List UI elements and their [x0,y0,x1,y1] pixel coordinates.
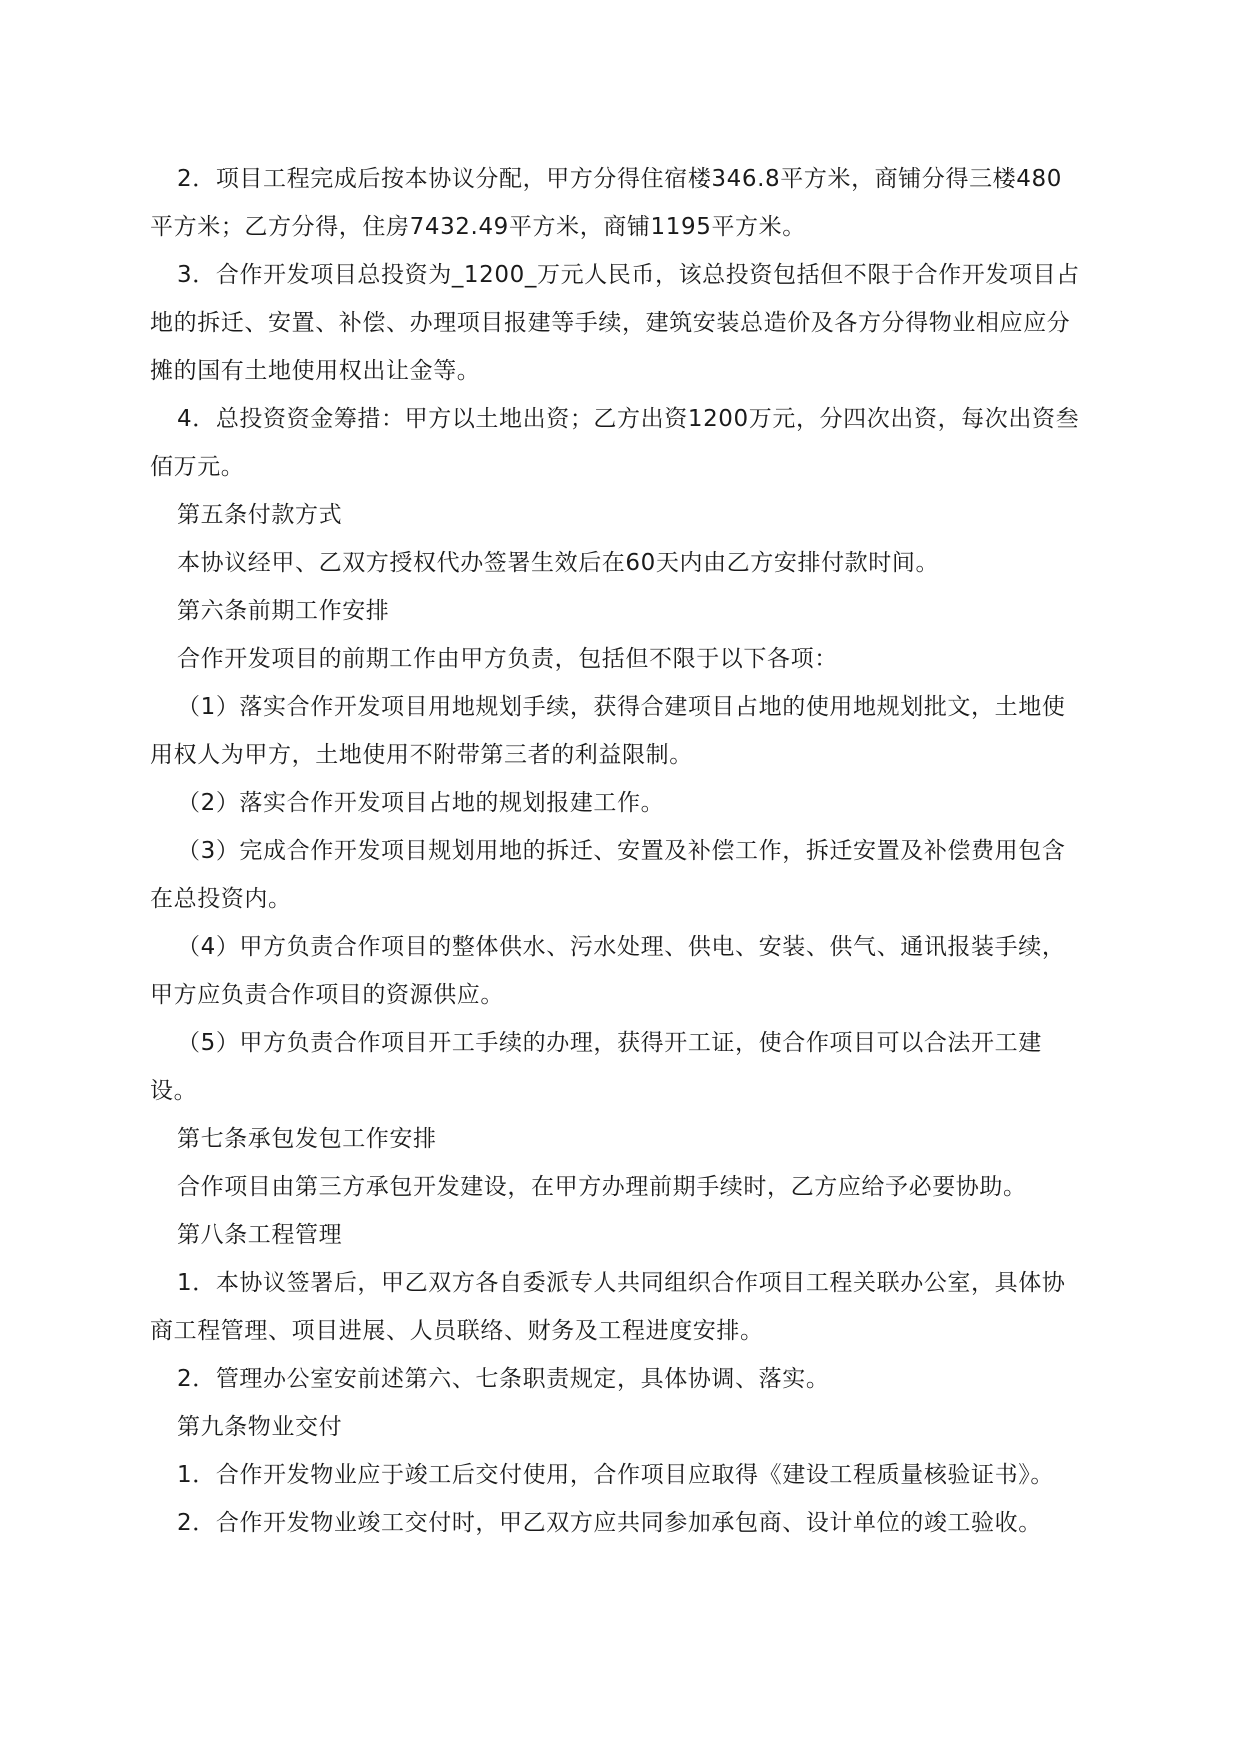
clause-6-intro: 合作开发项目的前期工作由甲方负责，包括但不限于以下各项： [177,646,838,672]
clause-8-item-1: 1．本协议签署后，甲乙双方各自委派专人共同组织合作项目工程关联办公室，具体协商工程管理、项目进展、人员联络、财务及工程进度安排。 [150,1270,1066,1344]
clause-5-heading: 第五条付款方式 [177,502,343,528]
clause-6-heading: 第六条前期工作安排 [177,598,390,624]
clause-9-item-2: 2．合作开发物业竣工交付时，甲乙双方应共同参加承包商、设计单位的竣工验收。 [177,1510,1042,1536]
clause-6-item-5: （5）甲方负责合作项目开工手续的办理，获得开工证，使合作项目可以合法开工建设。 [150,1030,1042,1104]
clause-4-item-4: 4．总投资资金筹措：甲方以土地出资；乙方出资1200万元，分四次出资，每次出资叁佰万元。 [150,406,1080,480]
clause-7-body: 合作项目由第三方承包开发建设，在甲方办理前期手续时，乙方应给予必要协助。 [177,1174,1027,1200]
clause-6-item-3: （3）完成合作开发项目规划用地的拆迁、安置及补偿工作，拆迁安置及补偿费用包含在总投资内。 [150,838,1066,912]
clause-8-item-2: 2．管理办公室安前述第六、七条职责规定，具体协调、落实。 [177,1366,830,1392]
clause-8-heading: 第八条工程管理 [177,1222,343,1248]
clause-4-item-3: 3．合作开发项目总投资为_1200_万元人民币，该总投资包括但不限于合作开发项目占地的拆迁、安置、补偿、办理项目报建等手续，建筑安装总造价及各方分得物业相应应分摊的国有土地使用权出让金等。 [150,262,1080,384]
clause-6-item-1: （1）落实合作开发项目用地规划手续，获得合建项目占地的使用地规划批文，土地使用权人为甲方，土地使用不附带第三者的利益限制。 [150,694,1066,768]
clause-9-item-1: 1．合作开发物业应于竣工后交付使用，合作项目应取得《建设工程质量核验证书》。 [177,1462,1054,1488]
clause-6-item-2: （2）落实合作开发项目占地的规划报建工作。 [177,790,665,816]
clause-9-heading: 第九条物业交付 [177,1414,343,1440]
clause-4-item-2: 2．项目工程完成后按本协议分配，甲方分得住宿楼346.8平方米，商铺分得三楼480平方米；乙方分得，住房7432.49平方米，商铺1195平方米。 [150,166,1062,240]
document-page [150,155,1085,1547]
clause-6-item-4: （4）甲方负责合作项目的整体供水、污水处理、供电、安装、供气、通讯报装手续，甲方应负责合作项目的资源供应。 [150,934,1066,1008]
clause-5-body: 本协议经甲、乙双方授权代办签署生效后在60天内由乙方安排付款时间。 [177,550,940,576]
clause-7-heading: 第七条承包发包工作安排 [177,1126,437,1152]
